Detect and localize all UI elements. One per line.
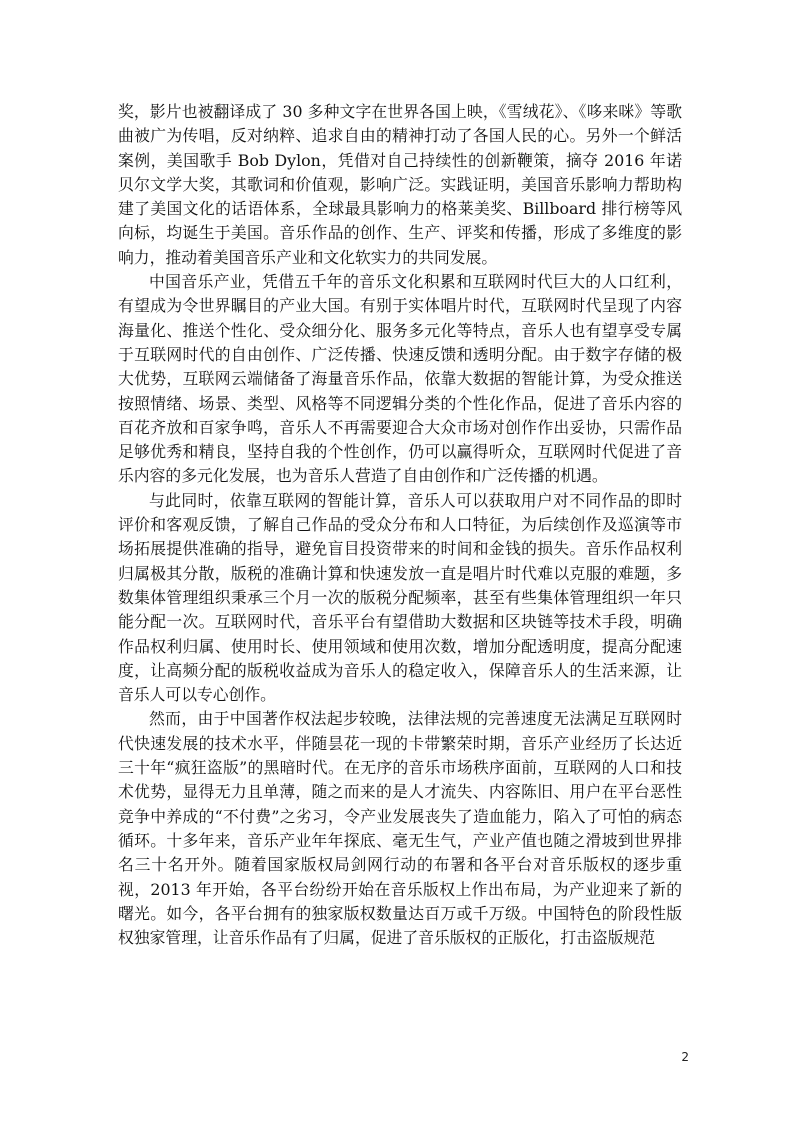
page-number: 2: [681, 1050, 689, 1064]
paragraph-4: 然而，由于中国著作权法起步较晚，法律法规的完善速度无法满足互联网时代快速发展的技术水平，伴随昙花一现的卡带繁荣时期，音乐产业经历了长达近三十年“疯狂盗版”的黑暗时代。在无序的音乐市场秩序面前，互联网的人口和技术优势，显得无力且单薄，随之而来的是人才流失、内容陈旧、用户在平台恶性竞争中养成的“不付费”之劣习，令产业发展丧失了造血能力，陷入了可怕的病态循环。十多年来，音乐产业年年探底、毫无生气，产业产值也随之滑坡到世界排名三十名开外。随着国家版权局剑网行动的布署和各平台对音乐版权的逐步重视，2013 年开始，各平台纷纷开始在音乐版权上作出布局，为产业迎来了新的曙光。如今，各平台拥有的独家版权数量达百万或千万级。中国特色的阶段性版权独家管理，让音乐作品有了归属，促进了音乐版权的正版化，打击盗版规范: [118, 709, 682, 948]
paragraph-2: 中国音乐产业，凭借五千年的音乐文化积累和互联网时代巨大的人口红利，有望成为令世界瞩目的产业大国。有别于实体唱片时代，互联网时代呈现了内容海量化、推送个性化、受众细分化、服务多元化等特点，音乐人也有望享受专属于互联网时代的自由创作、广泛传播、快速反馈和透明分配。由于数字存储的极大优势，互联网云端储备了海量音乐作品，依靠大数据的智能计算，为受众推送按照情绪、场景、类型、风格等不同逻辑分类的个性化作品，促进了音乐内容的百花齐放和百家争鸣，音乐人不再需要迎合大众市场对创作作出妥协，只需作品足够优秀和精良，坚持自我的个性创作，仍可以赢得听众，互联网时代促进了音乐内容的多元化发展，也为音乐人营造了自由创作和广泛传播的机遇。: [118, 272, 682, 486]
body-text: [118, 100, 682, 950]
paragraph-3: 与此同时，依靠互联网的智能计算，音乐人可以获取用户对不同作品的即时评价和客观反馈，了解自己作品的受众分布和人口特征，为后续创作及巡演等市场拓展提供准确的指导，避免盲目投资带来的时间和金钱的损失。音乐作品权利归属极其分散，版税的准确计算和快速发放一直是唱片时代难以克服的难题，多数集体管理组织秉承三个月一次的版税分配频率，甚至有些集体管理组织一年只能分配一次。互联网时代，音乐平台有望借助大数据和区块链等技术手段，明确作品权利归属、使用时长、使用领域和使用次数，增加分配透明度，提高分配速度，让高频分配的版税收益成为音乐人的稳定收入，保障音乐人的生活来源，让音乐人可以专心创作。: [118, 490, 682, 705]
paragraph-1: 奖，影片也被翻译成了 30 多种文字在世界各国上映，《雪绒花》、《哆来咪》等歌曲被广为传唱，反对纳粹、追求自由的精神打动了各国人民的心。另外一个鲜活案例，美国歌手 Bob Dylon，凭借对自己持续性的创新鞭策，摘夺 2016 年诺贝尔文学大奖，其歌词和价值观，影响广泛。实践证明，美国音乐影响力帮助构建了美国文化的话语体系，全球最具影响力的格莱美奖、Billboard 排行榜等风向标，均诞生于美国。音乐作品的创作、生产、评奖和传播，形成了多维度的影响力，推动着美国音乐产业和文化软实力的共同发展。: [118, 102, 682, 267]
